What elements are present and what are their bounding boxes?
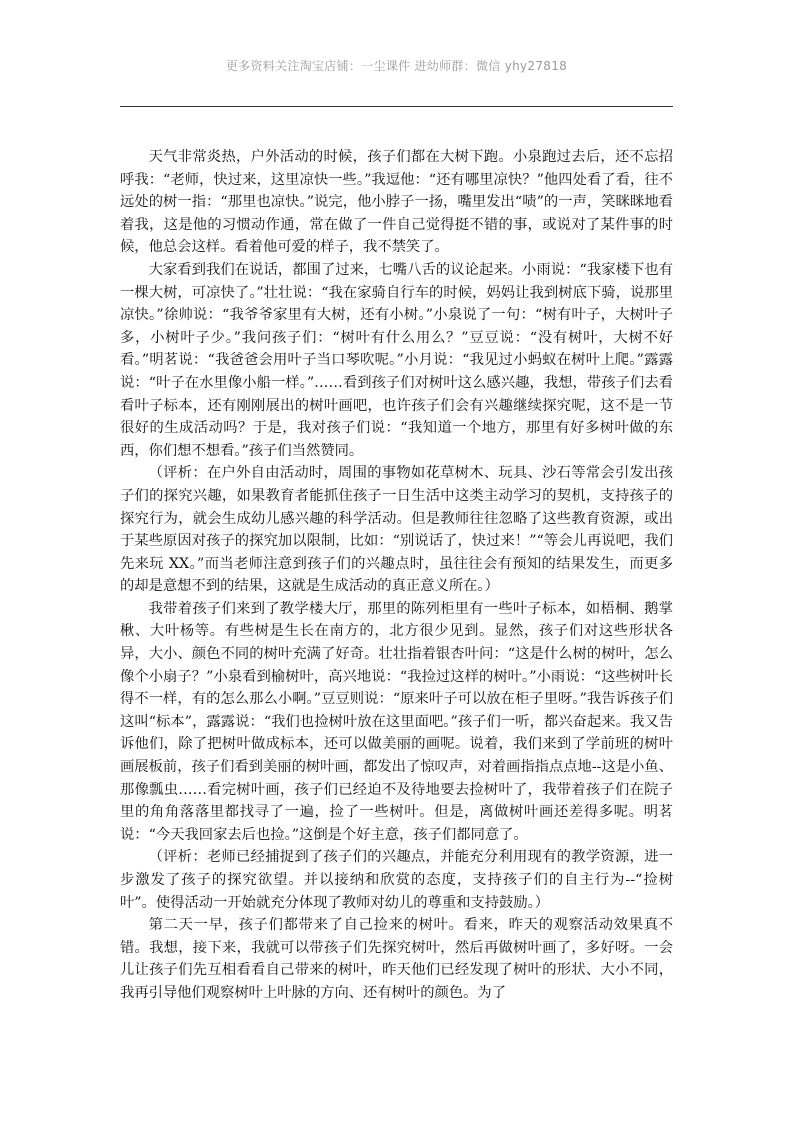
paragraph-commentary-1: （评析：在户外自由活动时，周围的事物如花草树木、玩具、沙石等常会引发出孩子们的探究兴趣，如果教育者能抓住孩子一日生活中这类主动学习的契机，支持孩子的探究行为，就会生成幼儿感兴趣的科学活动。但是教师往往忽略了这些教育资源，或出于某些原因对孩子的探究加以限制，比如：“别说话了，快过来！”“等会儿再说吧，我们先来玩 XX。”而当老师注意到孩子们的兴趣点时，虽往往会有预知的结果发生，而更多的却是意想不到的结果，这就是生成活动的真正意义所在。） (120, 465, 673, 595)
document-body (120, 146, 673, 1005)
paragraph-commentary-2: （评析：老师已经捕捉到了孩子们的兴趣点，并能充分利用现有的教学资源，进一步激发了孩子的探究欲望。并以接纳和欣赏的态度，支持孩子们的自主行为--“捡树叶”。使得活动一开始就充分体现了教师对幼儿的尊重和支持鼓励。） (120, 849, 673, 911)
paragraph-discussion: 大家看到我们在说话，都围了过来，七嘴八舌的议论起来。小雨说：“我家楼下也有一棵大树，可凉快了。”壮壮说：“我在家骑自行车的时候，妈妈让我到树底下骑，说那里凉快。”徐帅说：“我爷爷家里有大树，还有小树。”小泉说了一句：“树有叶子，大树叶子多，小树叶子少。”我问孩子们：“树叶有什么用么？”豆豆说：“没有树叶，大树不好看。”明茗说：“我爸爸会用叶子当口琴吹呢。”小月说：“我见过小蚂蚁在树叶上爬。”露露说：“叶子在水里像小船一样。”……看到孩子们对树叶这么感兴趣，我想，带孩子们去看看叶子标本，还有刚刚展出的树叶画吧，也许孩子们会有兴趣继续探究呢，这不是一节很好的生成活动吗？于是，我对孩子们说：“我知道一个地方，那里有好多树叶做的东西，你们想不想看。”孩子们当然赞同。 (120, 261, 673, 459)
paragraph-hot-weather: 天气非常炎热，户外活动的时候，孩子们都在大树下跑。小泉跑过去后，还不忘招呼我：“老师，快过来，这里凉快一些。”我逗他：“还有哪里凉快？”他四处看了看，往不远处的树一指：“那里也凉快。”说完，他小脖子一扬，嘴里发出“啧”的一声，笑眯眯地看着我，这是他的习惯动作通，常在做了一件自己觉得挺不错的事，或说对了某件事的时候，他总会这样。看着他可爱的样子，我不禁笑了。 (120, 149, 673, 256)
header-divider (120, 106, 673, 107)
paragraph-next-day: 第二天一早，孩子们都带来了自己捡来的树叶。看来，昨天的观察活动效果真不错。我想，接下来，我就可以带孩子们先探究树叶，然后再做树叶画了，多好呀。一会儿让孩子们先互相看看自己带来的树叶，昨天他们已经发现了树叶的形状、大小不同，我再引导他们观察树叶上叶脉的方向、还有树叶的颜色。为了 (120, 917, 673, 1001)
header-note: 更多资料关注淘宝店铺：一尘课件 进幼师群：微信 yhy27818 (225, 59, 568, 73)
paragraph-specimens-hall: 我带着孩子们来到了教学楼大厅，那里的陈列柜里有一些叶子标本，如梧桐、鹅掌楸、大叶杨等。有些树是生长在南方的，北方很少见到。显然，孩子们对这些形状各异，大小、颜色不同的树叶充满了好奇。壮壮指着银杏叶问：“这是什么树的树叶，怎么像个小扇子？”小泉看到榆树叶，高兴地说：“我捡过这样的树叶。”小雨说：“这些树叶长得不一样，有的怎么那么小啊。”豆豆则说：“原来叶子可以放在柜子里呀。”我告诉孩子们这叫“标本”，露露说：“我们也捡树叶放在这里面吧。”孩子们一听，都兴奋起来。我又告诉他们，除了把树叶做成标本，还可以做美丽的画呢。说着，我们来到了学前班的树叶画展板前，孩子们看到美丽的树叶画，都发出了惊叹声，对着画指指点点地--这是小鱼、那像瓢虫……看完树叶画，孩子们已经迫不及待地要去捡树叶了，我带着孩子们在院子里的角角落落里都找寻了一遍，捡了一些树叶。但是，离做树叶画还差得多呢。明茗说：“今天我回家去后也捡。”这倒是个好主意，孩子们都同意了。 (120, 600, 673, 843)
